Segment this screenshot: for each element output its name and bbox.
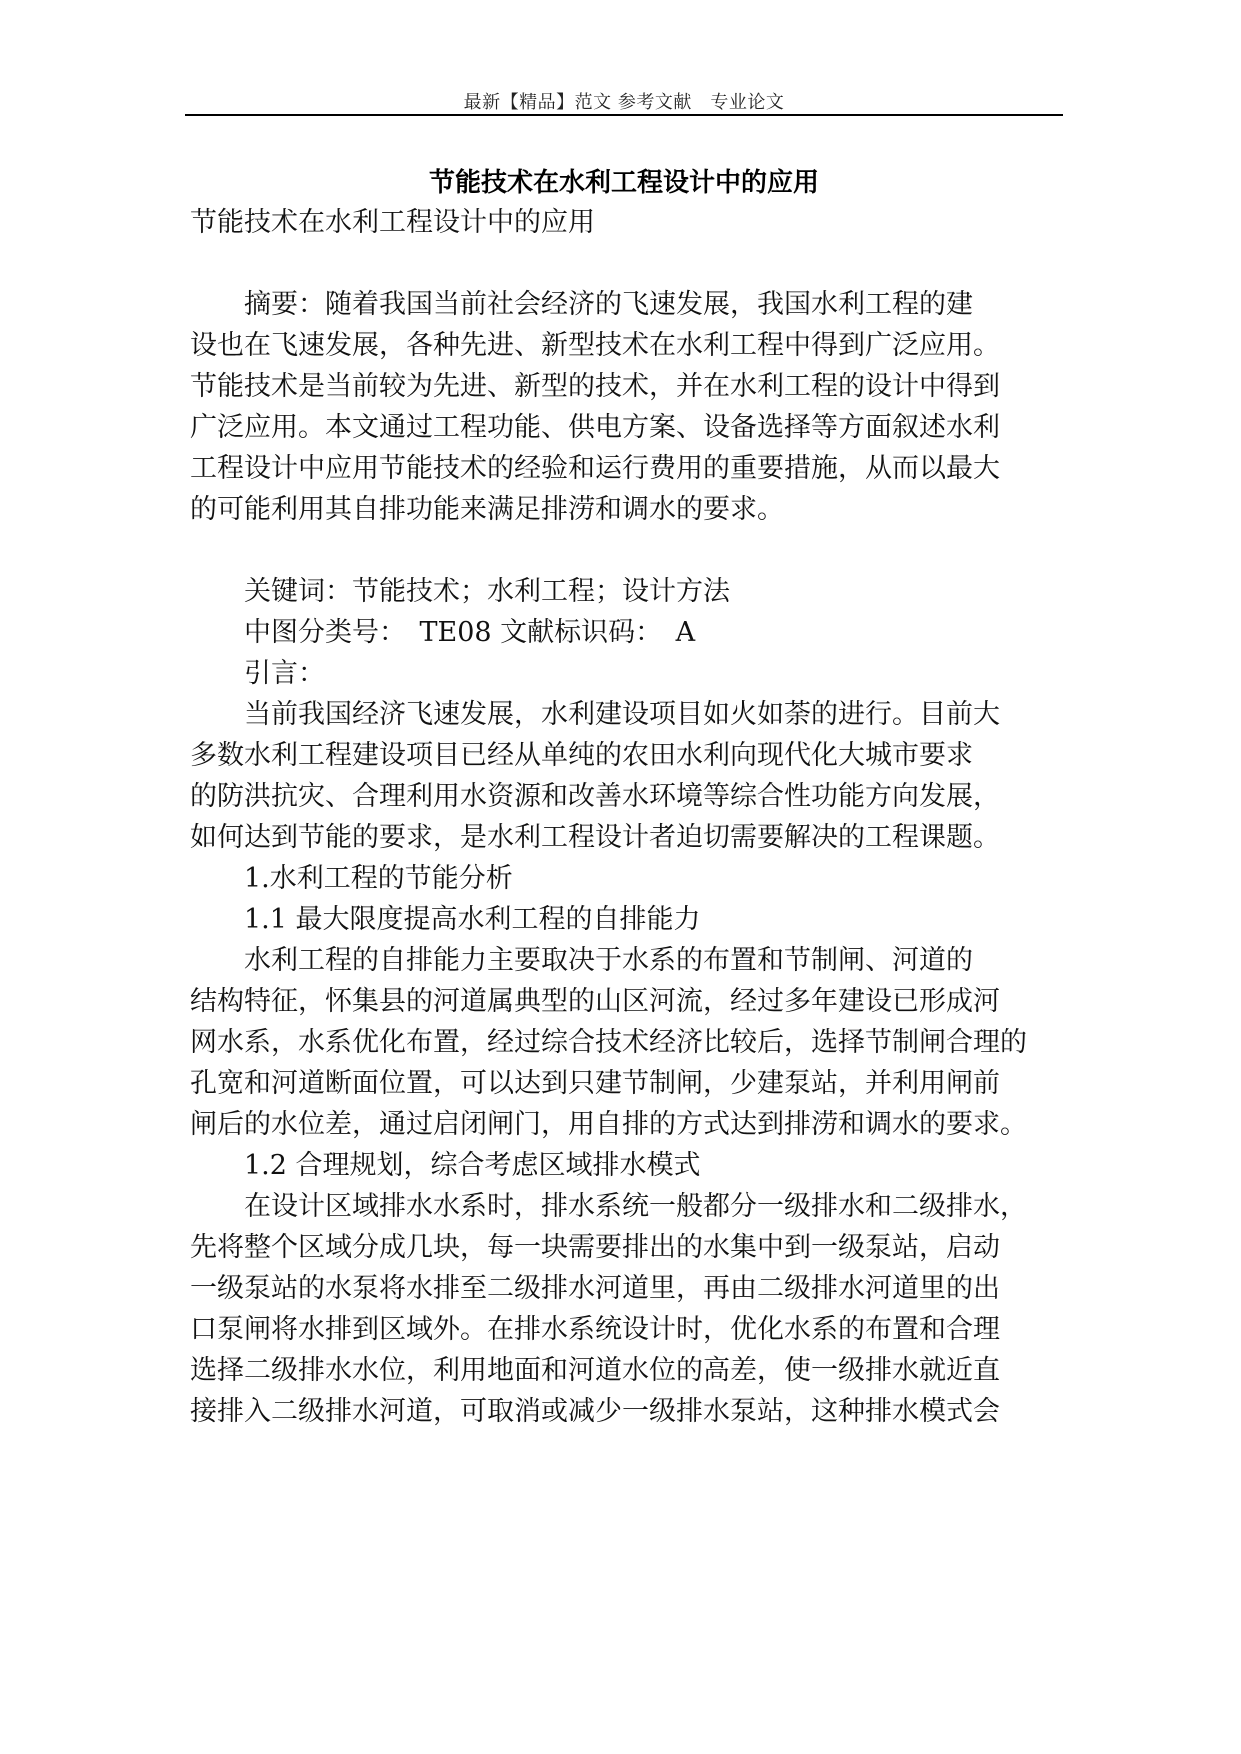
abstract-line-3: 节能技术是当前较为先进、新型的技术，并在水利工程的设计中得到 [190, 371, 1000, 402]
intro-line-2: 多数水利工程建设项目已经从单纯的农田水利向现代化大城市要求 [190, 740, 973, 771]
section-1-1-line-2: 结构特征，怀集县的河道属典型的山区河流，经过多年建设已形成河 [190, 986, 1000, 1017]
abstract-line-2: 设也在飞速发展，各种先进、新型技术在水利工程中得到广泛应用。 [190, 330, 1000, 361]
intro-line-4: 如何达到节能的要求，是水利工程设计者迫切需要解决的工程课题。 [190, 822, 1000, 853]
abstract-line-4: 广泛应用。本文通过工程功能、供电方案、设备选择等方面叙述水利 [190, 412, 1000, 443]
section-1-2-line-3: 一级泵站的水泵将水排至二级排水河道里，再由二级排水河道里的出 [190, 1273, 1000, 1304]
section-1-1-line-1: 水利工程的自排能力主要取决于水系的布置和节制闸、河道的 [190, 945, 973, 976]
section-1-2-line-1: 在设计区域排水水系时，排水系统一般都分一级排水和二级排水， [190, 1191, 1027, 1222]
intro-heading: 引言： [190, 658, 325, 689]
section-1-1-line-4: 孔宽和河道断面位置，可以达到只建节制闸，少建泵站，并利用闸前 [190, 1068, 1000, 1099]
section-1-1-line-3: 网水系，水系优化布置，经过综合技术经济比较后，选择节制闸合理的 [190, 1027, 1027, 1058]
section-1-2-line-4: 口泵闸将水排到区域外。在排水系统设计时，优化水系的布置和合理 [190, 1314, 1000, 1345]
abstract-line-5: 工程设计中应用节能技术的经验和运行费用的重要措施，从而以最大 [190, 453, 1000, 484]
subtitle-line: 节能技术在水利工程设计中的应用 [190, 207, 595, 238]
section-1-1-heading: 1.1 最大限度提高水利工程的自排能力 [190, 904, 701, 935]
intro-line-3: 的防洪抗灾、合理利用水资源和改善水环境等综合性功能方向发展， [190, 781, 1000, 812]
abstract-line-6: 的可能利用其自排功能来满足排涝和调水的要求。 [190, 494, 784, 525]
header-rule [185, 114, 1063, 116]
intro-line-1: 当前我国经济飞速发展，水利建设项目如火如荼的进行。目前大 [190, 699, 1000, 730]
section-1-2-line-5: 选择二级排水水位，利用地面和河道水位的高差，使一级排水就近直 [190, 1355, 1000, 1386]
abstract-line-1: 摘要：随着我国当前社会经济的飞速发展，我国水利工程的建 [190, 289, 973, 320]
section-1-heading: 1.水利工程的节能分析 [190, 863, 513, 894]
keywords-line: 关键词：节能技术；水利工程；设计方法 [190, 576, 730, 607]
running-header: 最新【精品】范文 参考文献 专业论文 [463, 92, 785, 113]
classification-line: 中图分类号： TE08 文献标识码： A [190, 617, 696, 648]
section-1-2-line-2: 先将整个区域分成几块，每一块需要排出的水集中到一级泵站，启动 [190, 1232, 1000, 1263]
section-1-2-heading: 1.2 合理规划，综合考虑区域排水模式 [190, 1150, 701, 1181]
document-title: 节能技术在水利工程设计中的应用 [428, 168, 819, 198]
section-1-2-line-6: 接排入二级排水河道，可取消或减少一级排水泵站，这种排水模式会 [190, 1396, 1000, 1427]
section-1-1-line-5: 闸后的水位差，通过启闭闸门，用自排的方式达到排涝和调水的要求。 [190, 1109, 1027, 1140]
